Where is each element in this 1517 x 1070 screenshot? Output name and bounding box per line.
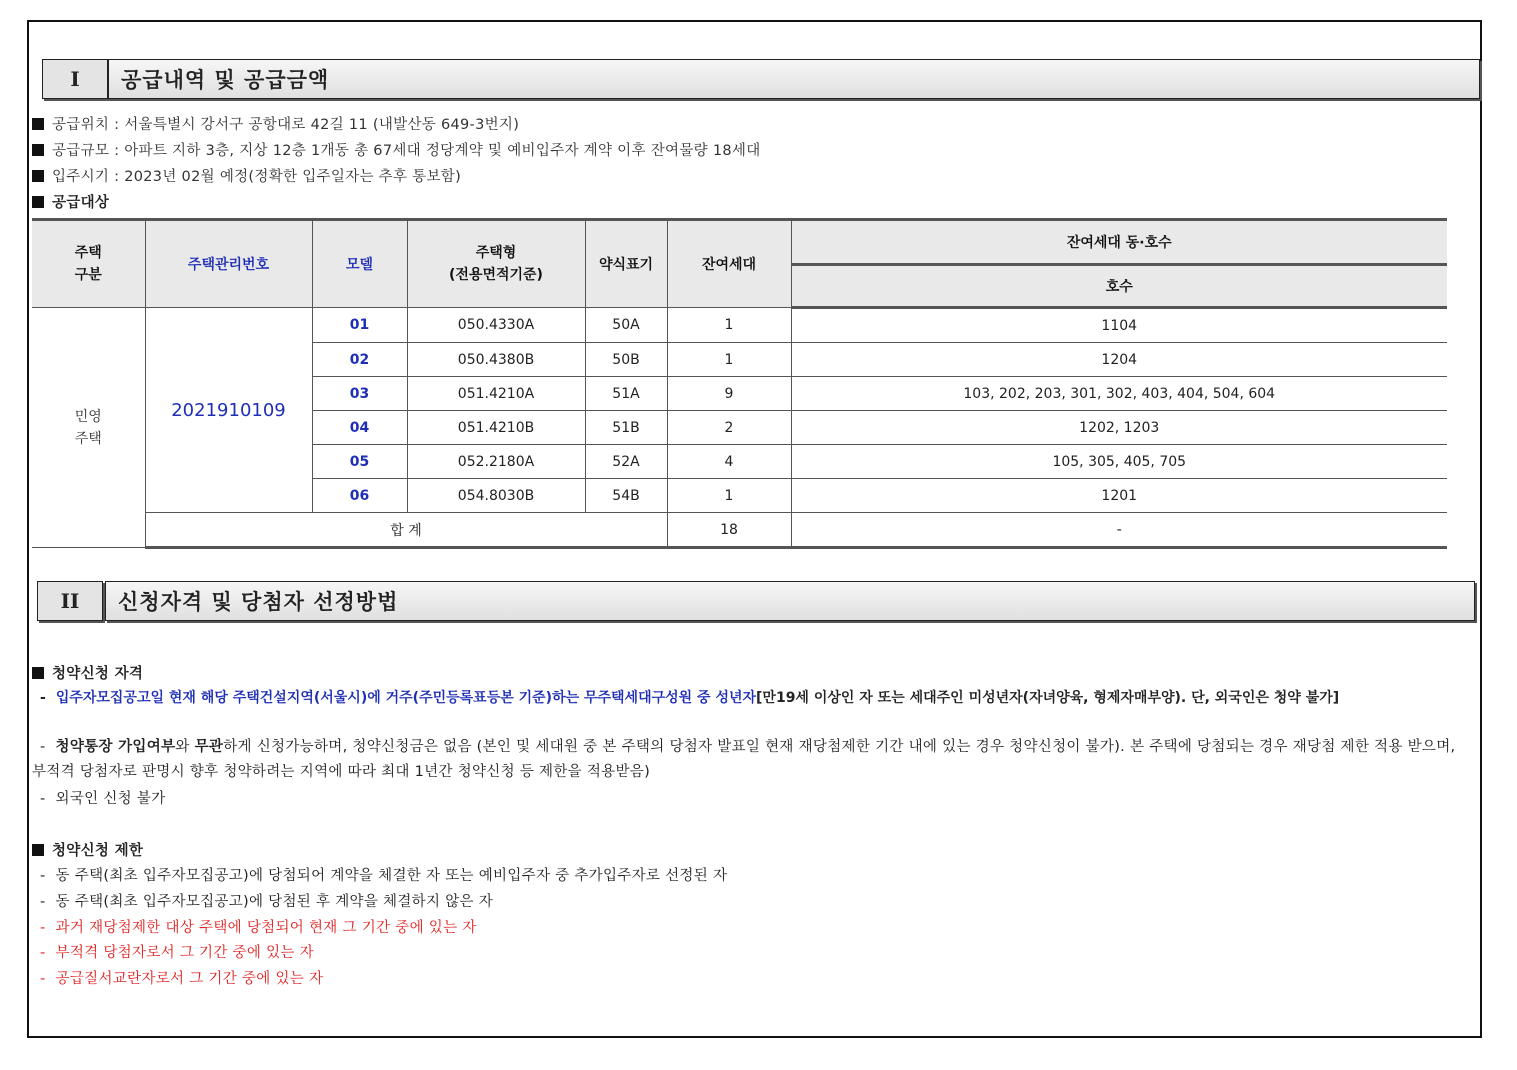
units-cell: 105, 305, 405, 705 [791, 445, 1447, 479]
housing-cell: 050.4380B [407, 343, 585, 377]
restriction-item: - 동 주택(최초 입주자모집공고)에 당첨된 후 계약을 체결하지 않은 자 [40, 894, 494, 910]
units-cell: 1204 [791, 343, 1447, 377]
square-bullet-icon [32, 118, 44, 130]
units-cell: 1104 [791, 308, 1447, 343]
model-cell: 05 [312, 445, 407, 479]
restriction-heading: 청약신청 제한 [32, 839, 143, 860]
housing-cell: 052.2180A [407, 445, 585, 479]
short-cell: 50A [585, 308, 667, 343]
model-cell: 04 [312, 411, 407, 445]
remain-cell: 1 [667, 343, 791, 377]
total-label: 합 계 [145, 513, 667, 548]
units-cell: 103, 202, 203, 301, 302, 403, 404, 504, 604 [791, 377, 1447, 411]
col-header-housing-type: 주택형 (전용면적기준) [407, 220, 585, 308]
qualification-item-2: - 청약통장 가입여부와 무관하게 신청가능하며, 청약신청금은 없음 (본인 및 세대원 중 본 주택의 당첨자 발표일 현재 재당첨제한 기간 내에 있는 경우 청약신청이 불가). 본 주택에 당첨되는 경우 재당첨 제한 적용 받으며, 부적격 당첨자로 판명시 향후 청약하려는 지역에 따라 최대 1년간 청약신청 등 제한을 적용받음) [32, 739, 1456, 780]
dash-icon: - [40, 739, 46, 755]
square-bullet-icon [32, 667, 44, 679]
dash-icon: - [40, 791, 46, 807]
restriction-item: - 동 주택(최초 입주자모집공고)에 당첨되어 계약을 체결한 자 또는 예비입주자 중 추가입주자로 선정된 자 [40, 868, 728, 884]
qualification-item-1: - 입주자모집공고일 현재 해당 주택건설지역(서울시)에 거주(주민등록표등본 기준)하는 무주택세대구성원 중 성년자[만19세 이상인 자 또는 세대주인 미성년자(자녀양육, 형제자매부양). 단, 외국인은 청약 불가] [40, 690, 1340, 706]
short-cell: 51B [585, 411, 667, 445]
short-cell: 52A [585, 445, 667, 479]
restriction-item: - 부적격 당첨자로서 그 기간 중에 있는 자 [40, 945, 314, 961]
dash-icon: - [40, 690, 46, 706]
housing-cell: 051.4210A [407, 377, 585, 411]
col-header-short: 약식표기 [585, 220, 667, 308]
section-2-title: 신청자격 및 당첨자 선정방법 [105, 581, 1475, 621]
short-cell: 54B [585, 479, 667, 513]
col-header-mgmt-number: 주택관리번호 [145, 220, 312, 308]
table-row [32, 308, 1447, 343]
supply-scale: 공급규모 : 아파트 지하 3층, 지상 12층 1개동 총 67세대 정당계약 및 예비입주자 계약 이후 잔여물량 18세대 [32, 139, 761, 160]
col-header-model: 모델 [312, 220, 407, 308]
mgmt-number-cell: 2021910109 [145, 308, 312, 513]
section-2-number: II [37, 581, 103, 621]
housing-cell: 054.8030B [407, 479, 585, 513]
dash-icon: - [40, 945, 46, 961]
remain-cell: 1 [667, 308, 791, 343]
remain-cell: 1 [667, 479, 791, 513]
dash-icon: - [40, 920, 46, 936]
supply-target-heading: 공급대상 [32, 191, 109, 212]
col-header-units-group: 잔여세대 동·호수 [791, 220, 1447, 265]
restriction-item: - 과거 재당첨제한 대상 주택에 당첨되어 현재 그 기간 중에 있는 자 [40, 920, 477, 936]
qualification-heading: 청약신청 자격 [32, 662, 143, 683]
short-cell: 51A [585, 377, 667, 411]
table-header-row [32, 220, 1447, 265]
remain-cell: 9 [667, 377, 791, 411]
model-cell: 03 [312, 377, 407, 411]
table-total-row [32, 513, 1447, 548]
col-header-units: 호수 [791, 265, 1447, 308]
model-cell: 02 [312, 343, 407, 377]
total-units: - [791, 513, 1447, 548]
remain-cell: 4 [667, 445, 791, 479]
col-header-type: 주택 구분 [32, 220, 145, 308]
restriction-item: - 공급질서교란자로서 그 기간 중에 있는 자 [40, 971, 324, 987]
dash-icon: - [40, 971, 46, 987]
section-1-number: I [42, 59, 108, 99]
remain-cell: 2 [667, 411, 791, 445]
short-cell: 50B [585, 343, 667, 377]
units-cell: 1202, 1203 [791, 411, 1447, 445]
col-header-remain: 잔여세대 [667, 220, 791, 308]
qualification-item-3: - 외국인 신청 불가 [40, 791, 166, 807]
total-remain: 18 [667, 513, 791, 548]
supply-table [32, 218, 1447, 549]
supply-location: 공급위치 : 서울특별시 강서구 공항대로 42길 11 (내발산동 649-3번지) [32, 113, 519, 134]
model-cell: 06 [312, 479, 407, 513]
units-cell: 1201 [791, 479, 1447, 513]
model-cell: 01 [312, 308, 407, 343]
housing-cell: 051.4210B [407, 411, 585, 445]
housing-type-cell: 민영 주택 [32, 308, 145, 548]
square-bullet-icon [32, 844, 44, 856]
square-bullet-icon [32, 144, 44, 156]
housing-cell: 050.4330A [407, 308, 585, 343]
dash-icon: - [40, 868, 46, 884]
move-in-date: 입주시기 : 2023년 02월 예정(정확한 입주일자는 추후 통보함) [32, 165, 461, 186]
dash-icon: - [40, 894, 46, 910]
square-bullet-icon [32, 170, 44, 182]
square-bullet-icon [32, 196, 44, 208]
section-1-title: 공급내역 및 공급금액 [108, 59, 1480, 99]
